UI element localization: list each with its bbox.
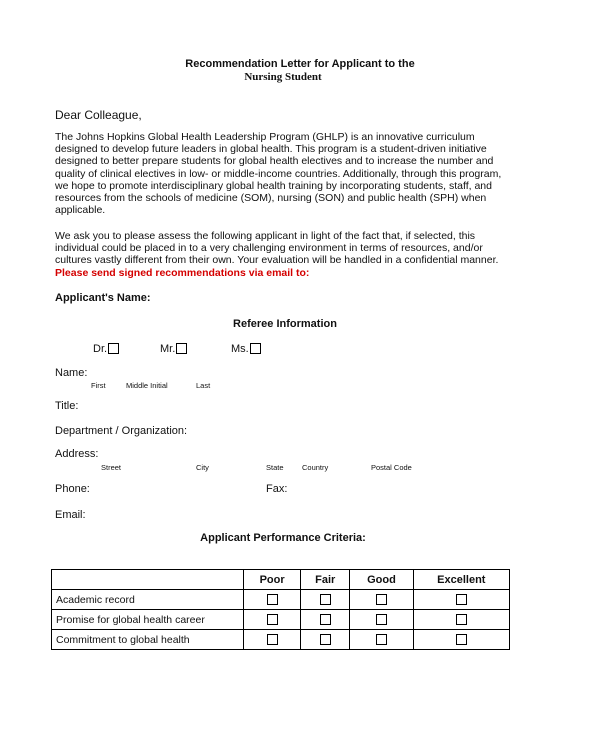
email-label: Email: [55,509,86,521]
ms-label: Ms. [231,343,249,355]
promise-fair-checkbox[interactable] [320,614,331,625]
fair-column-header: Fair [301,570,350,590]
state-sublabel: State [266,463,284,472]
criteria-table [51,569,510,650]
table-row [52,590,510,610]
request-line: cultures vastly different from their own. Your evaluation will be handled in a confidential manner. [55,254,499,267]
email-notice: Please send signed recommendations via email to: [55,266,310,279]
phone-label: Phone: [55,483,90,495]
mr-label: Mr. [160,343,176,355]
request-paragraph [55,230,535,279]
intro-line: resources from the schools of medicine (SOM), nursing (SON) and public health (SPH) when [55,192,487,205]
promise-poor-checkbox[interactable] [267,614,278,625]
commitment-good-checkbox[interactable] [376,634,387,645]
academic-good-checkbox[interactable] [376,594,387,605]
country-sublabel: Country [302,463,329,472]
address-label: Address: [55,448,99,460]
middle-sublabel: Middle Initial [126,381,168,390]
table-row [52,610,510,630]
referee-heading: Referee Information [233,318,337,330]
department-label: Department / Organization: [55,425,188,437]
criteria-heading: Applicant Performance Criteria: [200,532,366,544]
title-label: Title: [55,400,79,412]
intro-line: we hope to promote interdisciplinary global health training by incorporating students, staff, and [55,179,492,192]
name-label: Name: [55,367,88,379]
criteria-header-row [52,570,510,590]
postal-sublabel: Postal Code [371,463,412,472]
criteria-column-header [52,570,244,590]
salutation-ms [231,343,261,355]
mr-checkbox[interactable] [176,343,187,354]
poor-column-header: Poor [244,570,301,590]
first-sublabel: First [91,381,106,390]
good-column-header: Good [350,570,413,590]
intro-line: applicable. [55,204,106,217]
ms-checkbox[interactable] [250,343,261,354]
salutation-dr [93,343,119,355]
fax-label: Fax: [266,483,288,495]
excellent-column-header: Excellent [413,570,509,590]
commitment-poor-checkbox[interactable] [267,634,278,645]
salutation-mr [160,343,187,355]
criterion-commitment: Commitment to global health [52,630,244,650]
request-line: We ask you to please assess the following applicant in light of the fact that, if selected, this [55,230,476,242]
dr-checkbox[interactable] [108,343,119,354]
city-sublabel: City [196,463,209,472]
commitment-excellent-checkbox[interactable] [456,634,467,645]
letter-title-line2: Nursing Student [244,71,322,83]
academic-poor-checkbox[interactable] [267,594,278,605]
salutation: Dear Colleague, [55,108,142,122]
promise-excellent-checkbox[interactable] [456,614,467,625]
promise-good-checkbox[interactable] [376,614,387,625]
academic-fair-checkbox[interactable] [320,594,331,605]
applicant-name-label: Applicant's Name: [55,292,151,304]
intro-line: quality of clinical electives in low- or middle-income countries. Additionally, through this program, [55,167,502,180]
street-sublabel: Street [101,463,122,472]
dr-label: Dr. [93,343,108,355]
criterion-academic-record: Academic record [52,590,244,610]
letter-title-line1: Recommendation Letter for Applicant to the [185,58,415,70]
table-row [52,630,510,650]
commitment-fair-checkbox[interactable] [320,634,331,645]
criterion-promise: Promise for global health career [52,610,244,630]
intro-paragraph [55,131,535,216]
intro-line: designed to develop future leaders in global health. This program is a student-driven initiative [55,143,487,156]
intro-line: designed to better prepare students for global health electives and to increase the number and [55,155,494,168]
last-sublabel: Last [196,381,211,390]
academic-excellent-checkbox[interactable] [456,594,467,605]
request-line: individual could be placed in to a very challenging environment in terms of resources, and/or [55,242,483,255]
intro-line: The Johns Hopkins Global Health Leadership Program (GHLP) is an innovative curriculum [55,131,475,143]
